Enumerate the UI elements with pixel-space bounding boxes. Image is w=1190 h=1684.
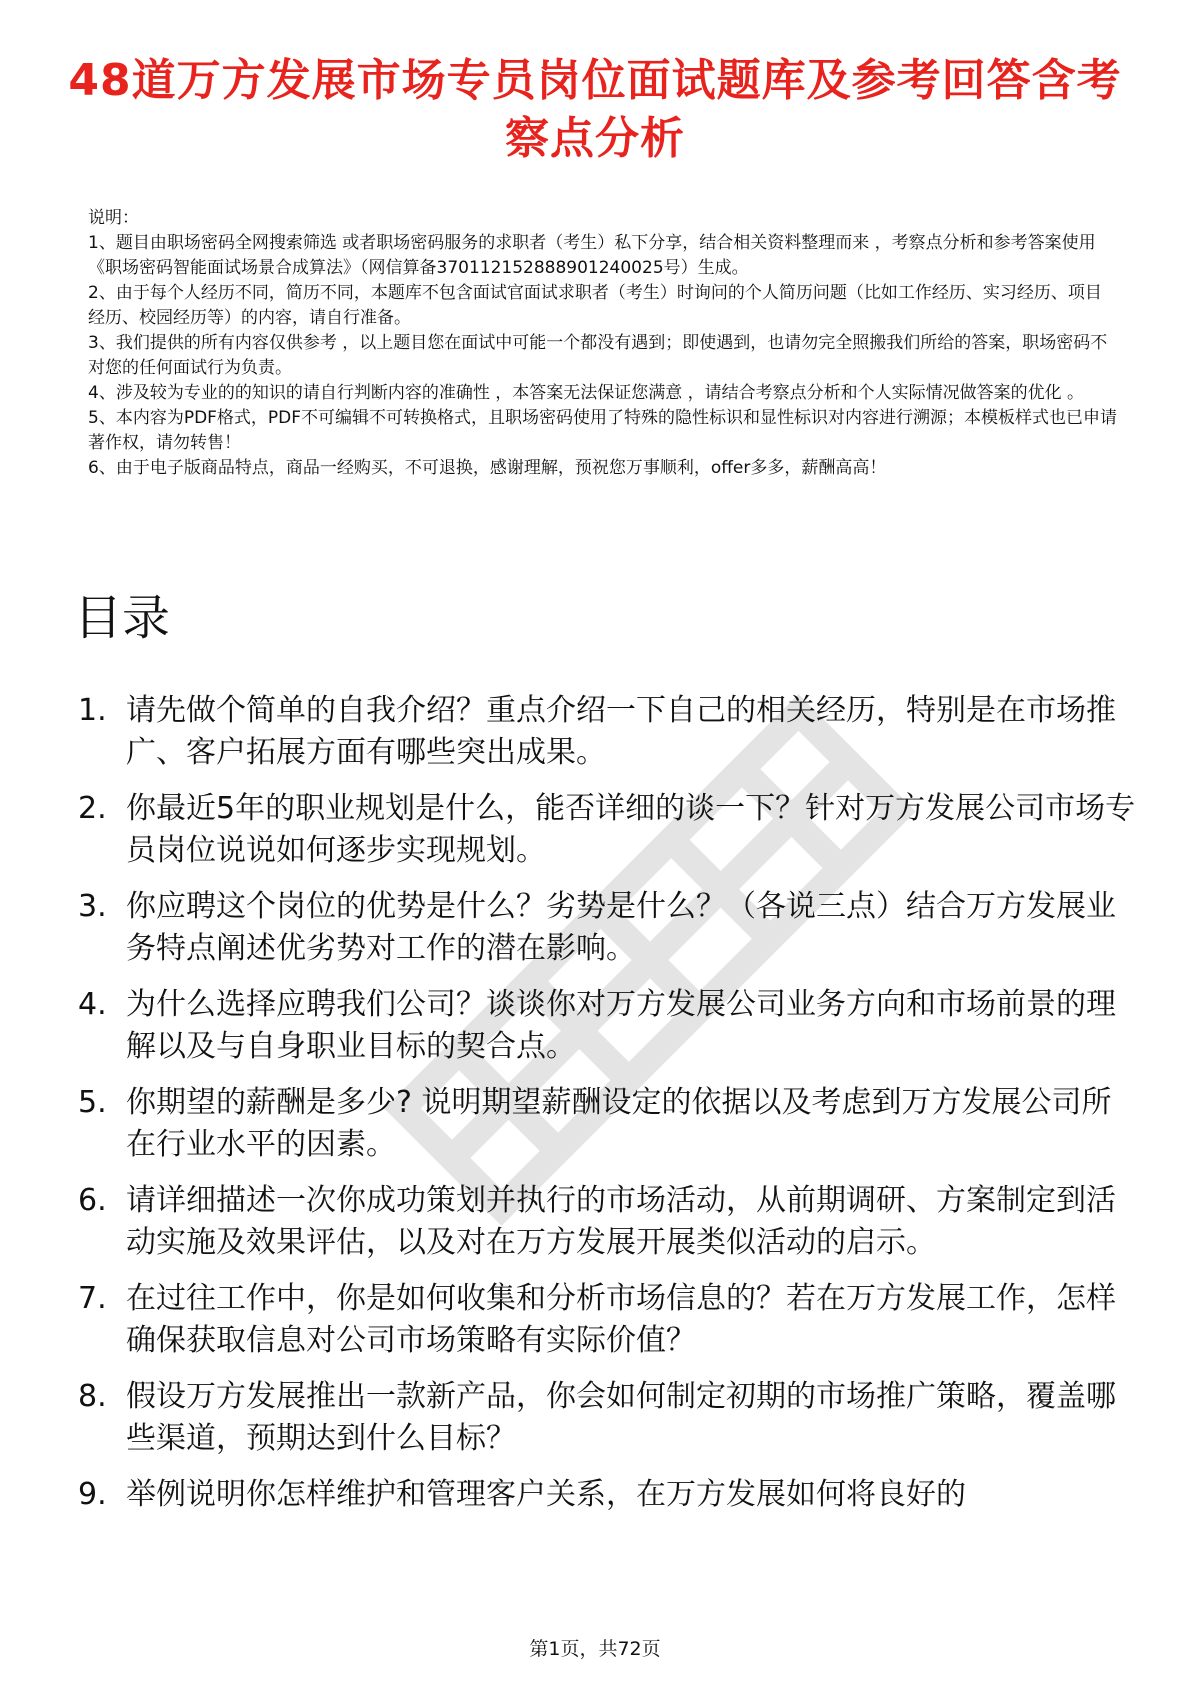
toc-item[interactable] xyxy=(78,1278,1138,1362)
toc-item[interactable] xyxy=(78,788,1138,872)
toc-item-text: 请先做个简单的自我介绍？重点介绍一下自己的相关经历，特别是在市场推广、客户拓展方面有哪些突出成果。 xyxy=(126,693,1116,770)
toc-item-number: 2. xyxy=(78,791,107,826)
toc-item-number: 7. xyxy=(78,1281,107,1316)
toc-item[interactable] xyxy=(78,1376,1138,1460)
toc-item-text: 为什么选择应聘我们公司？谈谈你对万方发展公司业务方向和市场前景的理解以及与自身职业目标的契合点。 xyxy=(126,987,1116,1064)
note-item: 3、我们提供的所有内容仅供参考 ，以上题目您在面试中可能一个都没有遇到；即使遇到，也请勿完全照搬我们所给的答案，职场密码不对您的任何面试行为负责。 xyxy=(88,333,1108,378)
toc-heading: 目录 xyxy=(74,590,171,646)
toc-item-number: 5. xyxy=(78,1085,107,1120)
toc-item-text: 你最近5年的职业规划是什么，能否详细的谈一下？针对万方发展公司市场专员岗位说说如何逐步实现规划。 xyxy=(126,791,1136,868)
toc-item-number: 8. xyxy=(78,1379,107,1414)
toc-list xyxy=(78,690,1138,1530)
toc-item[interactable] xyxy=(78,984,1138,1068)
toc-item-text: 举例说明你怎样维护和管理客户关系，在万方发展如何将良好的 xyxy=(126,1477,966,1512)
note-item: 2、由于每个人经历不同，简历不同，本题库不包含面试官面试求职者（考生）时询问的个人简历问题（比如工作经历、实习经历、项目经历、校园经历等）的内容，请自行准备。 xyxy=(88,283,1102,328)
toc-item[interactable] xyxy=(78,1082,1138,1166)
note-item: 4、涉及较为专业的的知识的请自行判断内容的准确性 ，本答案无法保证您满意 ，请结合考察点分析和个人实际情况做答案的优化 。 xyxy=(88,383,1085,403)
toc-item-number: 9. xyxy=(78,1477,107,1512)
note-item: 6、由于电子版商品特点，商品一经购买，不可退换，感谢理解，预祝您万事顺利，offer多多，薪酬高高！ xyxy=(88,458,887,478)
toc-item-number: 4. xyxy=(78,987,107,1022)
toc-item-number: 6. xyxy=(78,1183,107,1218)
toc-item-number: 1. xyxy=(78,693,107,728)
toc-item-text: 在过往工作中，你是如何收集和分析市场信息的？若在万方发展工作，怎样确保获取信息对公司市场策略有实际价值？ xyxy=(126,1281,1116,1358)
toc-item[interactable] xyxy=(78,1474,1138,1516)
toc-item[interactable] xyxy=(78,1180,1138,1264)
toc-item[interactable] xyxy=(78,690,1138,774)
toc-item-text: 你期望的薪酬是多少? 说明期望薪酬设定的依据以及考虑到万方发展公司所在行业水平的因素。 xyxy=(126,1085,1112,1162)
toc-item-number: 3. xyxy=(78,889,107,924)
toc-item-text: 你应聘这个岗位的优势是什么？劣势是什么？（各说三点）结合万方发展业务特点阐述优劣势对工作的潜在影响。 xyxy=(126,889,1116,966)
document-title: 48道万方发展市场专员岗位面试题库及参考回答含考察点分析 xyxy=(68,55,1122,164)
page-footer: 第1页，共72页 xyxy=(529,1638,661,1660)
toc-item[interactable] xyxy=(78,886,1138,970)
notes-label: 说明： xyxy=(88,208,139,228)
toc-item-text: 请详细描述一次你成功策划并执行的市场活动，从前期调研、方案制定到活动实施及效果评估，以及对在万方发展开展类似活动的启示。 xyxy=(126,1183,1116,1260)
note-item: 1、题目由职场密码全网搜索筛选 或者职场密码服务的求职者（考生）私下分享，结合相关资料整理而来 ，考察点分析和参考答案使用《职场密码智能面试场景合成算法》（网信算备370112152888901240025号）生成。 xyxy=(88,233,1096,278)
note-item: 5、本内容为PDF格式，PDF不可编辑不可转换格式，且职场密码使用了特殊的隐性标识和显性标识对内容进行溯源；本模板样式也已申请著作权，请勿转售！ xyxy=(88,408,1118,453)
notes-section xyxy=(88,206,1118,481)
toc-item-text: 假设万方发展推出一款新产品，你会如何制定初期的市场推广策略，覆盖哪些渠道，预期达到什么目标？ xyxy=(126,1379,1116,1456)
